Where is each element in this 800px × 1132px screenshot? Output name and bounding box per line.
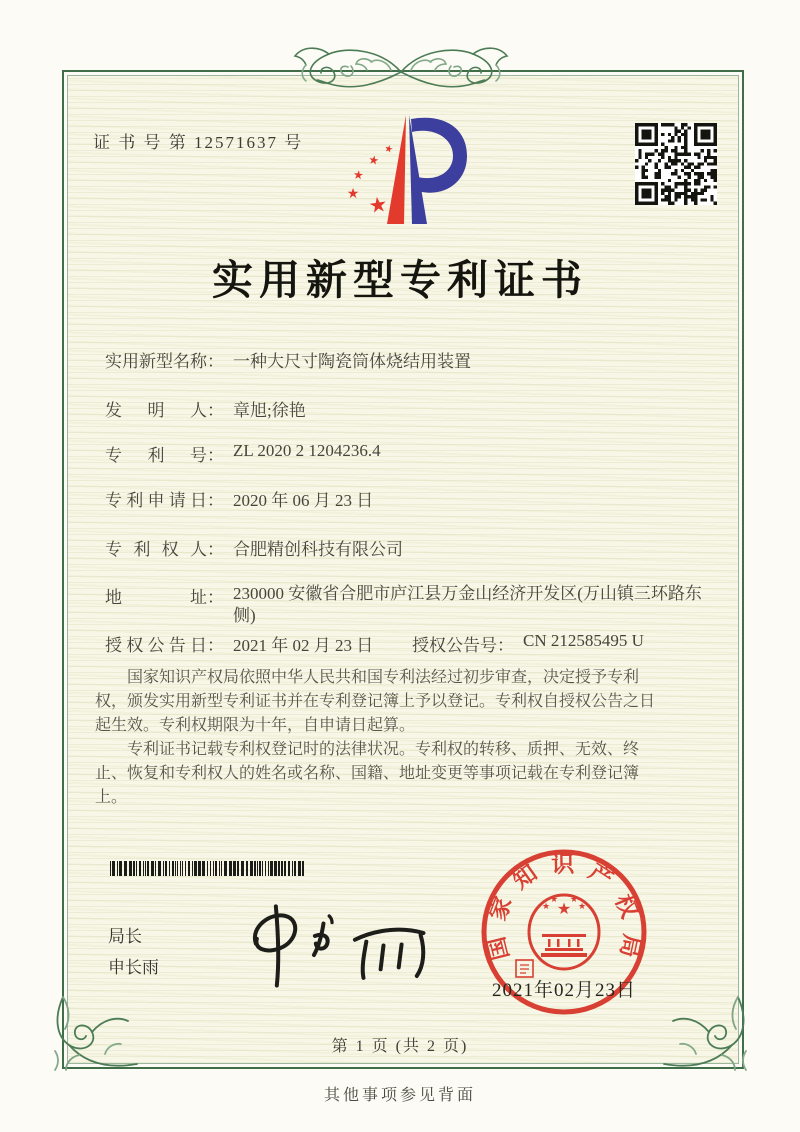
field-row-address [105, 583, 703, 627]
svg-text:★: ★ [577, 902, 587, 912]
back-side-note: 其他事项参见背面 [323, 1087, 476, 1104]
svg-text:★: ★ [352, 167, 365, 183]
svg-text:★: ★ [541, 902, 551, 912]
field-label: 专利号 [105, 446, 207, 465]
seal-text: 国家知识产权局 [483, 851, 645, 963]
svg-text:★: ★ [367, 152, 381, 168]
national-emblem-icon [529, 895, 599, 969]
field-label: 授权公告日 [105, 636, 207, 655]
field-colon: ： [207, 352, 224, 371]
field-label: 发明人 [105, 401, 207, 420]
field-value: 230000 安徽省合肥市庐江县万金山经济开发区(万山镇三环路东侧) [233, 584, 702, 625]
field-row-name [105, 347, 471, 372]
field-row-filing-date [105, 486, 373, 511]
svg-text:★: ★ [382, 143, 395, 156]
director-name: 申长雨 [108, 958, 159, 977]
certificate-title: 实用新型专利证书 [212, 257, 588, 303]
director-block [108, 921, 159, 983]
field-value: 一种大尺寸陶瓷筒体烧结用装置 [233, 352, 471, 371]
legal-paragraph-2: 专利证书记载专利权登记时的法律状况。专利权的转移、质押、无效、终止、恢复和专利权人的姓名或名称、国籍、地址变更等事项记载在专利登记簿上。 [95, 741, 640, 806]
field-colon: ： [207, 446, 224, 465]
director-title: 局长 [108, 927, 142, 946]
field-row-patent-number [105, 441, 381, 466]
svg-text:★: ★ [569, 895, 579, 905]
field-row-patentee [105, 535, 403, 560]
field-colon: ： [497, 636, 514, 655]
legal-text [95, 666, 670, 810]
legal-paragraph-1: 国家知识产权局依照中华人民共和国专利法经过初步审查，决定授予专利权，颁发实用新型专利证书并在专利登记簿上予以登记。专利权自授权公告之日起生效。专利权期限为十年，自申请日起算。 [95, 669, 656, 734]
field-value: 合肥精创科技有限公司 [233, 540, 403, 559]
field-value: 章旭;徐艳 [233, 401, 306, 420]
field-colon: ： [207, 540, 224, 559]
field-row-grant [105, 631, 685, 656]
certificate-number: 证 书 号 第 12571637 号 [93, 133, 304, 152]
field-colon: ： [207, 491, 224, 510]
field-label: 实用新型名称 [105, 352, 207, 371]
cnipa-logo-icon [333, 112, 483, 230]
qr-code-icon [635, 123, 717, 205]
field-label: 专利申请日 [105, 491, 207, 510]
field-pair-grant-number [412, 631, 644, 656]
field-value: CN 212585495 U [523, 631, 644, 650]
svg-text:★: ★ [556, 899, 572, 918]
field-colon: ： [207, 636, 224, 655]
page-number: 第 1 页 (共 2 页) [331, 1038, 469, 1055]
seal-date: 2021年02月23日 [491, 980, 636, 1001]
field-colon: ： [207, 588, 224, 607]
svg-text:★: ★ [346, 186, 360, 202]
top-flourish-ornament-icon [286, 40, 516, 98]
field-row-inventor [105, 396, 306, 421]
field-value: 2021 年 02 月 23 日 [233, 636, 374, 655]
field-value: ZL 2020 2 1204236.4 [233, 441, 381, 460]
field-label: 专利权人 [105, 540, 207, 559]
signature-icon [233, 899, 433, 991]
field-value: 2020 年 06 月 23 日 [233, 491, 374, 510]
field-label: 地址 [105, 588, 207, 607]
barcode-icon [110, 861, 306, 876]
svg-text:★: ★ [549, 895, 559, 905]
field-label: 授权公告号 [412, 636, 497, 655]
svg-text:★: ★ [367, 191, 390, 219]
field-colon: ： [207, 401, 224, 420]
